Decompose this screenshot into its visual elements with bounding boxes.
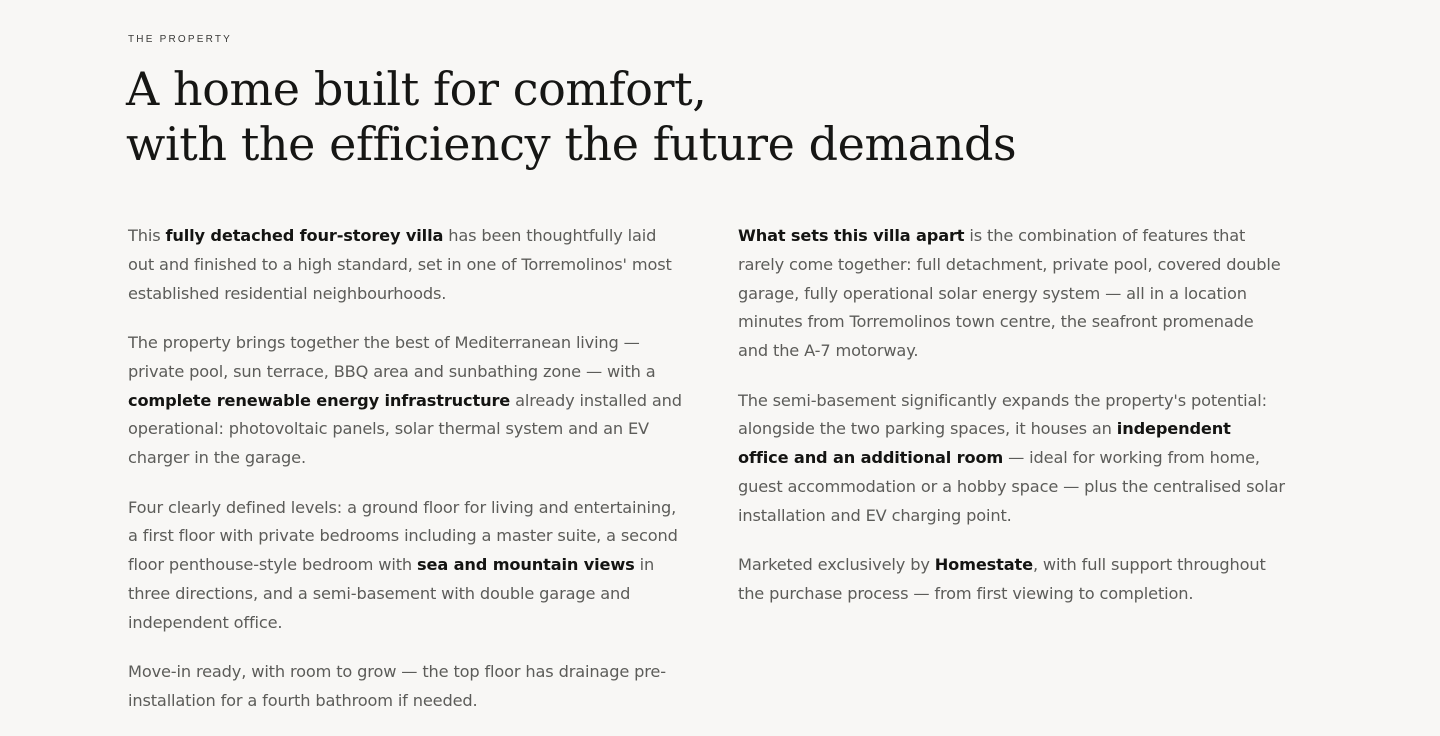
paragraph-apart <box>738 222 1286 366</box>
text-run: already installed and operational: photovoltaic panels, solar thermal system and an EV charger in the garage. <box>128 390 682 468</box>
highlight-text: fully detached four-storey villa <box>165 226 444 245</box>
highlight-text: sea and mountain views <box>417 555 635 575</box>
text-run: has been thoughtfully laid out and finished to a high standard, set in one of Torremolinos' most established residential neighbourhoods. <box>128 226 672 303</box>
title-line-2: with the efficiency the future demands <box>126 117 1017 171</box>
text-run: , with full support throughout the purchase process — from first viewing to completion. <box>738 555 1266 603</box>
highlight-text: complete renewable energy infrastructure <box>128 390 511 410</box>
text-run: — ideal for working from home, guest accommodation or a hobby space — plus the centralised solar installation and EV charging point. <box>738 448 1285 525</box>
title-line-1: A home built for comfort, <box>126 62 707 116</box>
paragraph-intro <box>128 222 684 308</box>
left-column <box>128 222 684 736</box>
paragraph-levels <box>128 494 684 638</box>
text-run: in three directions, and a semi-basement with double garage and independent office. <box>128 555 655 632</box>
paragraph-move-in <box>128 658 684 716</box>
text-run: The semi-basement significantly expands the property's potential: alongside the two parking spaces, it houses an <box>738 390 1267 439</box>
text-run: The property brings together the best of Mediterranean living — private pool, sun terrace, BBQ area and sunbathing zone — with a <box>128 332 656 381</box>
text-run: Four clearly defined levels: a ground floor for living and entertaining, a first floor with private bedrooms including a master suite, a second floor penthouse-style bedroom with <box>128 497 678 575</box>
paragraph-basement <box>738 387 1286 531</box>
text-run: This <box>128 226 166 245</box>
text-run: is the combination of features that rarely come together: full detachment, private pool, covered double garage, fully operational solar energy system — all in a location minutes from Torremolinos town centre, the seafront promenade and the A-7 motorway. <box>738 226 1281 361</box>
highlight-text: independent office and an additional room <box>738 419 1231 468</box>
right-column <box>738 222 1286 629</box>
paragraph-living <box>128 329 684 473</box>
agency-name: Homestate <box>934 555 1033 575</box>
highlight-text: What sets this villa apart <box>738 226 965 245</box>
text-run: Marketed exclusively by <box>738 555 935 575</box>
section-title <box>126 62 1016 172</box>
text-run: Move-in ready, with room to grow — the top floor has drainage pre-installation for a fourth bathroom if needed. <box>128 662 666 710</box>
paragraph-marketed <box>738 551 1286 609</box>
section-eyebrow: THE PROPERTY <box>128 34 233 45</box>
